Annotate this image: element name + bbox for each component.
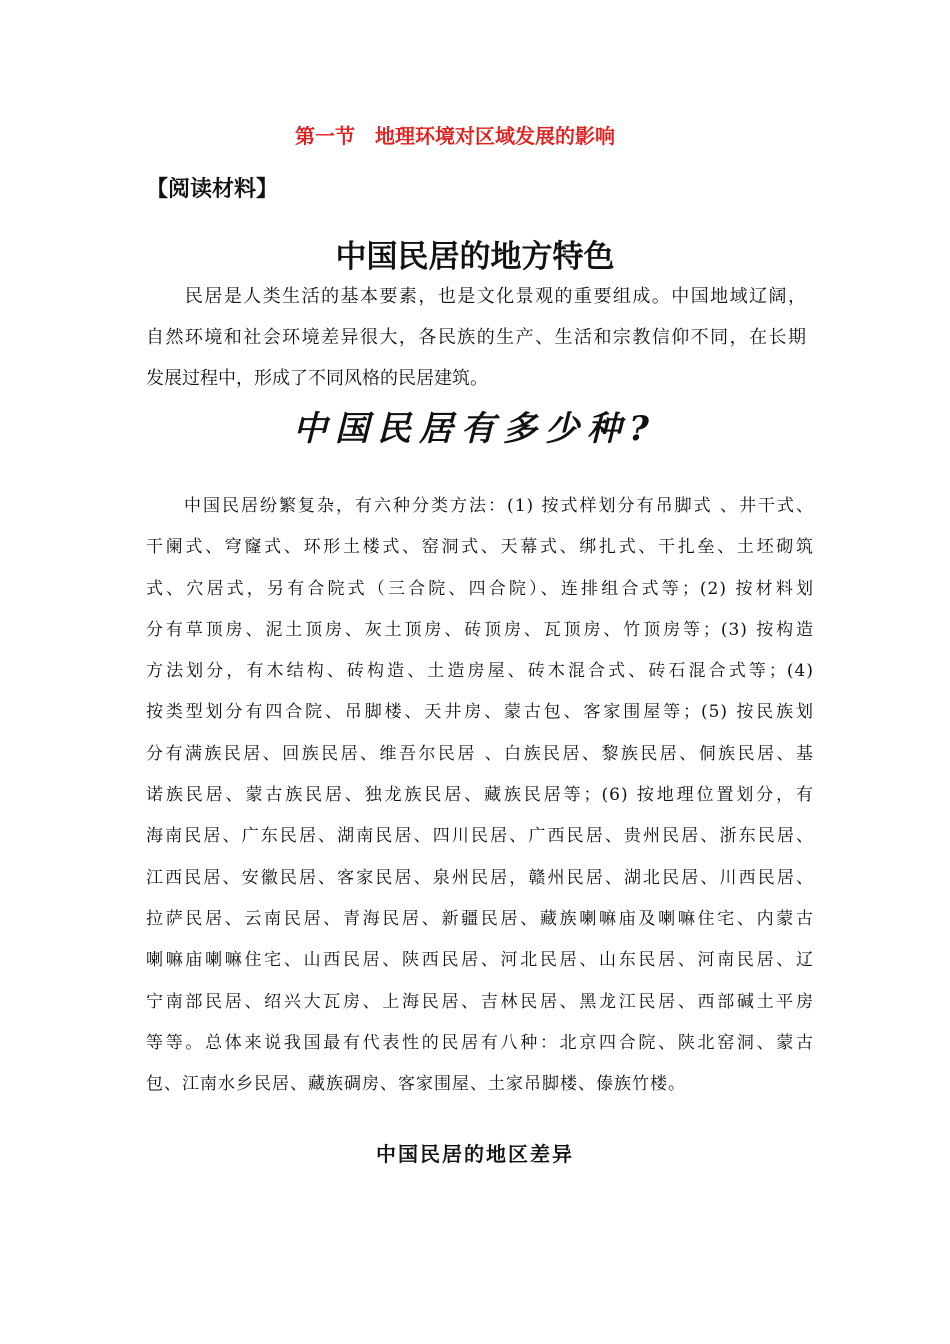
main-title: 中国民居的地方特色 [335,239,615,275]
body-line: 等等。总体来说我国最有代表性的民居有八种：北京四合院、陕北窑洞、蒙古 [146,1032,814,1053]
section-title: 第一节 地理环境对区域发展的影响 [295,124,615,148]
body-line: 喇嘛庙喇嘛住宅、山西民居、陕西民居、河北民居、山东民居、河南民居、辽 [146,950,814,971]
body-line: 中国民居纷繁复杂，有六种分类方法：(1) 按式样划分有吊脚式 、井干式、 [146,496,814,516]
body-line: 式、穴居式，另有合院式（三合院、四合院）、连排组合式等；(2) 按材料划 [146,578,814,599]
intro-line: 民居是人类生活的基本要素，也是文化景观的重要组成。中国地域辽阔， [146,286,806,307]
intro-line: 发展过程中，形成了不同风格的民居建筑。 [146,368,488,389]
intro-line: 自然环境和社会环境差异很大，各民族的生产、生活和宗教信仰不同，在长期 [146,327,806,348]
body-line: 拉萨民居、云南民居、青海民居、新疆民居、藏族喇嘛庙及喇嘛住宅、内蒙古 [146,908,814,929]
body-line: 宁南部民居、绍兴大瓦房、上海民居、吉林民居、黑龙江民居、西部碱土平房 [146,991,814,1012]
body-line: 诺族民居、蒙古族民居、独龙族民居、藏族民居等；(6) 按地理位置划分，有 [146,785,814,806]
body-line: 海南民居、广东民居、湖南民居、四川民居、广西民居、贵州民居、浙东民居、 [146,826,814,847]
body-line: 分有满族民居、回族民居、维吾尔民居 、白族民居、黎族民居、侗族民居、基 [146,743,814,764]
body-line: 包、江南水乡民居、藏族碉房、客家围屋、土家吊脚楼、傣族竹楼。 [146,1074,686,1095]
sub-heading: 中国民居的地区差异 [376,1142,574,1166]
intro-paragraph [146,276,806,399]
body-line: 江西民居、安徽民居、客家民居、泉州民居，赣州民居、湖北民居、川西民居、 [146,867,814,888]
classification-paragraph [146,486,814,1105]
body-line: 分有草顶房、泥土顶房、灰土顶房、砖顶房、瓦顶房、竹顶房等；(3) 按构造 [146,619,814,640]
body-line: 干阑式、穹窿式、环形土楼式、窑洞式、天幕式、绑扎式、干扎垒、土坯砌筑 [146,537,814,558]
question-heading: 中国民居有多少种? [293,409,657,449]
body-line: 方法划分，有木结构、砖构造、土造房屋、砖木混合式、砖石混合式等；(4) [146,661,814,682]
body-line: 按类型划分有四合院、吊脚楼、天井房、蒙古包、客家围屋等；(5) 按民族划 [146,702,814,723]
reading-material-label: 【阅读材料】 [146,177,279,202]
